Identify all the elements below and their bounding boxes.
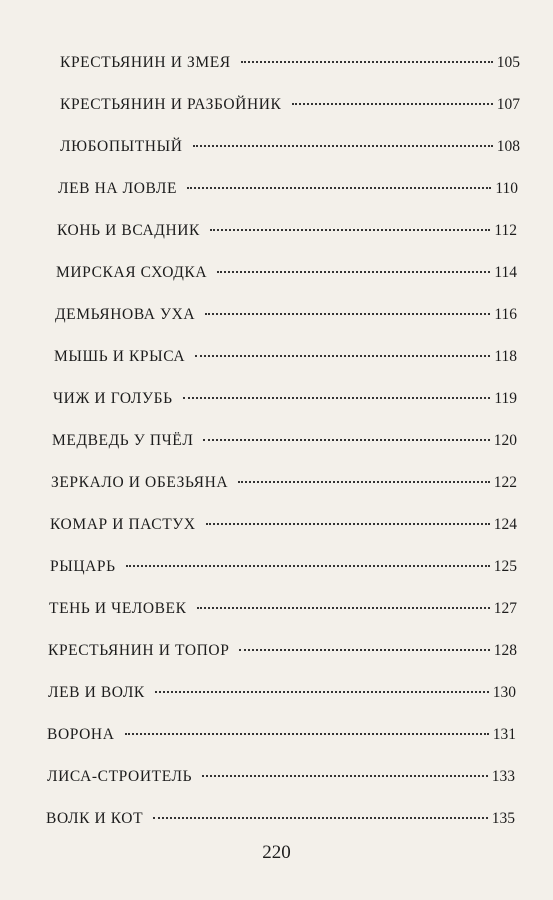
dot-leader: [193, 145, 493, 147]
toc-entry-page: 105: [496, 54, 520, 71]
toc-entry: [58, 180, 518, 202]
toc-entry-title: ВОРОНА: [47, 726, 115, 743]
dot-leader: [292, 103, 493, 105]
toc-entry-title: ЗЕРКАЛО И ОБЕЗЬЯНА: [51, 474, 229, 491]
toc-entry: [48, 684, 516, 706]
dot-leader: [126, 565, 490, 567]
toc-entry: [47, 768, 515, 790]
dot-leader: [203, 439, 489, 441]
toc-entry-page: 119: [494, 390, 517, 407]
toc-entry-title: ЧИЖ И ГОЛУБЬ: [53, 390, 173, 407]
toc-entry: [46, 810, 515, 832]
toc-entry-page: 131: [492, 726, 516, 743]
toc-entry-title: РЫЦАРЬ: [50, 558, 116, 575]
toc-entry-page: 120: [493, 432, 517, 449]
dot-leader: [202, 775, 488, 777]
toc-entry: [55, 306, 517, 328]
toc-entry-page: 127: [493, 600, 517, 617]
toc-entry-title: МЕДВЕДЬ У ПЧЁЛ: [52, 432, 194, 449]
toc-entry-title: ЛИСА-СТРОИТЕЛЬ: [47, 768, 193, 785]
dot-leader: [238, 481, 490, 483]
dot-leader: [183, 397, 491, 399]
toc-entry-title: ДЕМЬЯНОВА УХА: [55, 306, 196, 323]
toc-entry-page: 107: [496, 96, 520, 113]
toc-entry-page: 116: [494, 306, 517, 323]
toc-entry-title: МИРСКАЯ СХОДКА: [56, 264, 208, 281]
dot-leader: [206, 523, 490, 525]
toc-entry: [51, 474, 517, 496]
toc-entry: [54, 348, 517, 370]
toc-entry: [47, 726, 516, 748]
toc-entry: [57, 222, 517, 244]
dot-leader: [153, 817, 488, 819]
dot-leader: [217, 271, 490, 273]
dot-leader: [125, 733, 489, 735]
toc-entry-title: ТЕНЬ И ЧЕЛОВЕК: [49, 600, 187, 617]
toc-entry-title: ВОЛК И КОТ: [46, 810, 144, 827]
toc-entry-title: КРЕСТЬЯНИН И ЗМЕЯ: [60, 54, 231, 71]
toc-entry-page: 130: [492, 684, 516, 701]
toc-entry-page: 133: [491, 768, 515, 785]
dot-leader: [195, 355, 490, 357]
toc-entry-page: 125: [493, 558, 517, 575]
toc-entry: [48, 642, 517, 664]
toc-entry-title: КРЕСТЬЯНИН И РАЗБОЙНИК: [60, 96, 282, 113]
toc-entry: [52, 432, 517, 454]
toc-entry: [53, 390, 517, 412]
toc-entry-title: ЛЕВ И ВОЛК: [48, 684, 145, 701]
toc-entry: [49, 600, 517, 622]
toc-entry: [60, 96, 520, 118]
toc-entry-page: 128: [493, 642, 517, 659]
toc-entry-page: 118: [494, 348, 517, 365]
toc-entry-page: 108: [496, 138, 520, 155]
toc-entry-title: КОНЬ И ВСАДНИК: [57, 222, 200, 239]
dot-leader: [197, 607, 490, 609]
toc-entry: [56, 264, 517, 286]
toc-entry-title: КРЕСТЬЯНИН И ТОПОР: [48, 642, 230, 659]
toc-entry: [50, 516, 517, 538]
page-number: 220: [262, 842, 291, 863]
toc-entry-title: ЛЮБОПЫТНЫЙ: [60, 138, 183, 155]
dot-leader: [155, 691, 489, 693]
toc-entry-page: 122: [493, 474, 517, 491]
dot-leader: [241, 61, 493, 63]
toc-entry-page: 135: [491, 810, 515, 827]
toc-entry-page: 112: [494, 222, 517, 239]
toc-entry-page: 114: [494, 264, 517, 281]
toc-entry-title: МЫШЬ И КРЫСА: [54, 348, 186, 365]
dot-leader: [205, 313, 490, 315]
toc-entry: [50, 558, 517, 580]
dot-leader: [210, 229, 490, 231]
dot-leader: [187, 187, 491, 189]
toc-entry-title: КОМАР И ПАСТУХ: [50, 516, 196, 533]
dot-leader: [239, 649, 489, 651]
toc-entry-title: ЛЕВ НА ЛОВЛЕ: [58, 180, 178, 197]
toc-entry-page: 110: [495, 180, 518, 197]
toc-entry: [60, 138, 520, 160]
toc-entry: [60, 54, 520, 76]
toc-entry-page: 124: [493, 516, 517, 533]
